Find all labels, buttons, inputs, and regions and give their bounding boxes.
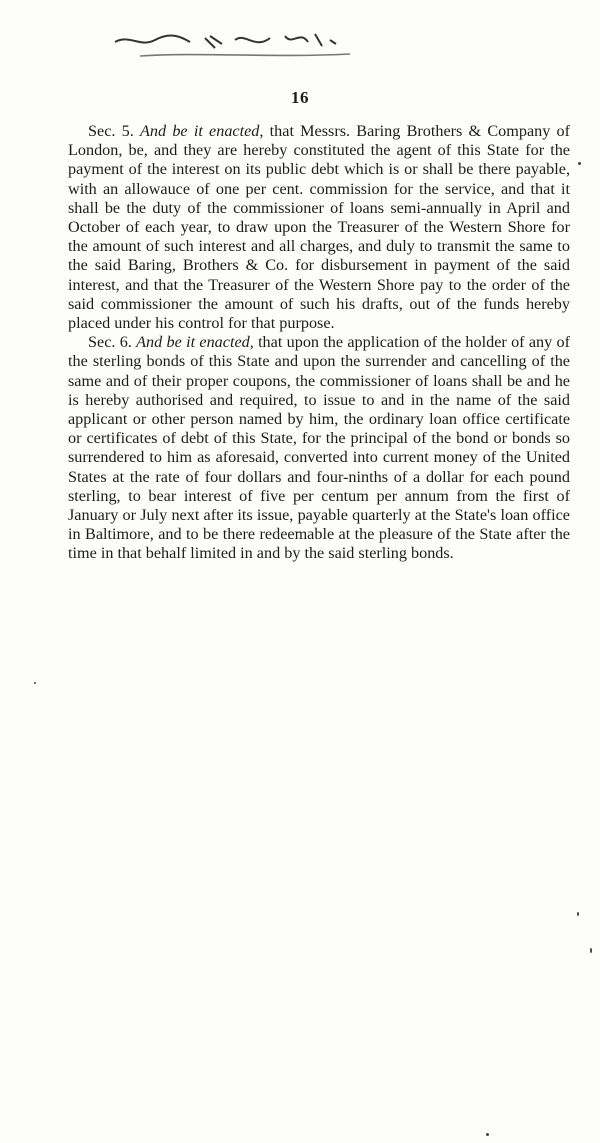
- document-body: [68, 122, 570, 564]
- ink-speck: [34, 682, 36, 684]
- ink-speck: [578, 162, 581, 165]
- page-number: 16: [291, 88, 309, 107]
- section-6-body: that upon the application of the holder of any of the sterling bonds of this State and upon the surrender and cancelling of the same and of their proper coupons, the commissioner of loans shall be and he is hereby authorised and required, to issue to and in the name of the said applicant or other person named by him, the ordinary loan office certificate or certificates of debt of this State, for the principal of the bond or bonds so surrendered to him as aforesaid, converted into current money of the United States at the rate of four dollars and four-ninths of a dollar for each pound sterling, to bear interest of five per centum per annum from the first of January or July next after its issue, payable quarterly at the State's loan office in Baltimore, and to be there redeemable at the pleasure of the State after the time in that behalf limited in and by the said sterling bonds.: [68, 333, 570, 563]
- ink-speck: [486, 1133, 489, 1136]
- section-6-number: Sec. 6.: [88, 333, 132, 352]
- ink-speck: [577, 912, 579, 916]
- section-5-enacting-clause: And be it enacted,: [140, 122, 264, 140]
- ink-speck: [590, 948, 592, 953]
- section-5-number: Sec. 5.: [88, 122, 134, 140]
- section-5: [68, 122, 570, 333]
- handwritten-scribble: [110, 22, 370, 72]
- section-5-body: that Messrs. Baring Brothers & Company of London, be, and they are hereby constituted the agent of this State for the payment of the interest on its public debt which is or shall be there payable, with an allowauce of one per cent. commission for the service, and that it shall be the duty of the commissioner of loans semi-annually in April and October of each year, to draw upon the Treasurer of the Western Shore for the amount of such interest and all charges, and duly to transmit the same to the said Baring, Brothers & Co. for disbursement in payment of the said interest, and that the Treasurer of the Western Shore pay to the order of the said commissioner the amount of such his drafts, out of the funds hereby placed under his control for that purpose.: [68, 122, 571, 333]
- section-6: [68, 333, 570, 563]
- section-6-enacting-clause: And be it enacted,: [136, 333, 254, 352]
